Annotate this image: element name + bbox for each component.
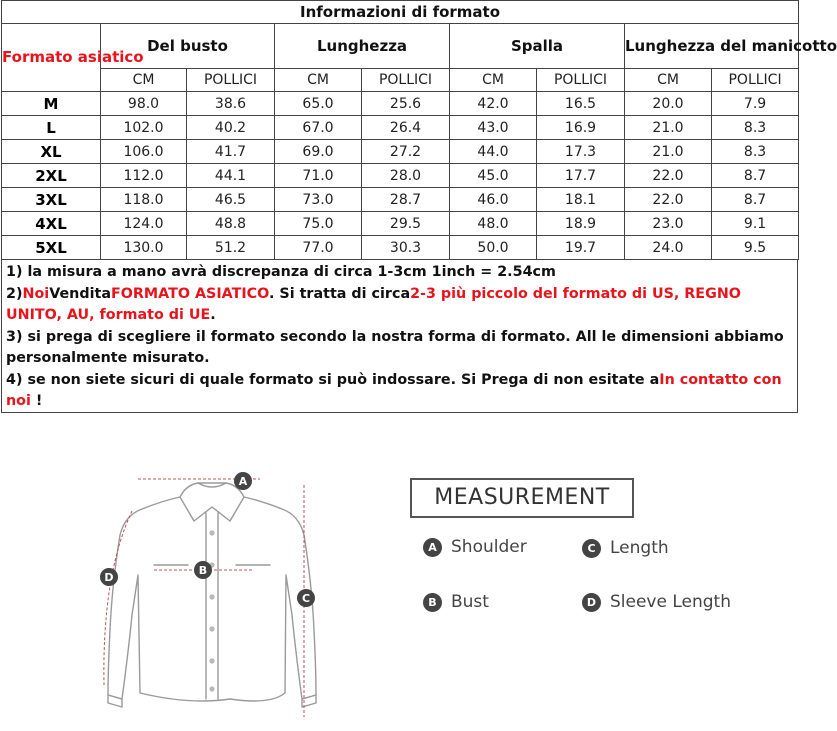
- value-cell: 73.0: [275, 188, 362, 212]
- legend-label: Sleeve Length: [610, 592, 731, 612]
- value-cell: 9.5: [712, 236, 799, 260]
- value-cell: 24.0: [625, 236, 712, 260]
- value-cell: 130.0: [101, 236, 187, 260]
- badge-d-icon: D: [582, 593, 601, 612]
- value-cell: 46.5: [187, 188, 275, 212]
- badge-c-icon: C: [582, 539, 601, 558]
- note-1: [6, 262, 793, 284]
- value-cell: 27.2: [362, 140, 450, 164]
- value-cell: 8.3: [712, 140, 799, 164]
- size-cell: M: [2, 92, 101, 116]
- size-chart: [1, 0, 837, 413]
- note-2-vendita: Vendita: [49, 285, 111, 302]
- value-cell: 118.0: [101, 188, 187, 212]
- note-2: [6, 284, 793, 327]
- legend-bust: [423, 592, 489, 612]
- value-cell: 50.0: [450, 236, 537, 260]
- value-cell: 16.5: [537, 92, 625, 116]
- table-title: Informazioni di formato: [2, 1, 799, 24]
- value-cell: 38.6: [187, 92, 275, 116]
- size-cell: 3XL: [2, 188, 101, 212]
- note-3-text: 3) si prega di scegliere il formato secondo la nostra forma di formato. All le dimensioni abbiamo personalmente misurato.: [6, 328, 784, 366]
- table-row: [2, 140, 799, 164]
- value-cell: 44.1: [187, 164, 275, 188]
- value-cell: 98.0: [101, 92, 187, 116]
- buttons: [209, 530, 214, 691]
- value-cell: 48.0: [450, 212, 537, 236]
- group-header-shoulder: Spalla: [450, 24, 625, 69]
- size-column-header: Formato asiatico: [2, 24, 101, 92]
- value-cell: 22.0: [625, 188, 712, 212]
- badge-b-icon: B: [423, 593, 442, 612]
- measurement-title: MEASUREMENT: [410, 478, 634, 518]
- note-1-text: 1) la misura a mano avrà discrepanza di circa 1-3cm 1inch = 2.54cm: [6, 264, 556, 280]
- marker-c: C: [301, 592, 311, 605]
- value-cell: 8.3: [712, 116, 799, 140]
- note-4-text: 4) se non siete sicuri di quale formato si può indossare. Si Prega di non esitate a: [6, 371, 660, 388]
- unit-header: CM: [101, 69, 187, 92]
- value-cell: 40.2: [187, 116, 275, 140]
- size-cell: L: [2, 116, 101, 140]
- value-cell: 25.6: [362, 92, 450, 116]
- value-cell: 41.7: [187, 140, 275, 164]
- legend-sleeve-length: [582, 592, 731, 612]
- legend-label: Length: [610, 538, 669, 558]
- legend-length: [582, 538, 669, 558]
- value-cell: 51.2: [187, 236, 275, 260]
- value-cell: 7.9: [712, 92, 799, 116]
- value-cell: 20.0: [625, 92, 712, 116]
- note-4: [6, 370, 793, 413]
- size-cell: 2XL: [2, 164, 101, 188]
- value-cell: 65.0: [275, 92, 362, 116]
- badge-a-icon: A: [423, 538, 442, 557]
- value-cell: 75.0: [275, 212, 362, 236]
- value-cell: 102.0: [101, 116, 187, 140]
- unit-header: CM: [450, 69, 537, 92]
- group-header-length: Lunghezza: [275, 24, 450, 69]
- value-cell: 17.3: [537, 140, 625, 164]
- value-cell: 17.7: [537, 164, 625, 188]
- note-2-number: 2): [6, 285, 23, 302]
- table-row: [2, 164, 799, 188]
- size-table: [1, 0, 837, 260]
- value-cell: 18.1: [537, 188, 625, 212]
- notes-box: [1, 260, 798, 413]
- value-cell: 48.8: [187, 212, 275, 236]
- unit-header: POLLICI: [537, 69, 625, 92]
- value-cell: 42.0: [450, 92, 537, 116]
- value-cell: 45.0: [450, 164, 537, 188]
- shirt-diagram: [80, 455, 370, 725]
- unit-header: POLLICI: [362, 69, 450, 92]
- marker-a: A: [238, 475, 248, 488]
- note-2-period: .: [210, 307, 216, 323]
- value-cell: 18.9: [537, 212, 625, 236]
- value-cell: 22.0: [625, 164, 712, 188]
- legend-label: Bust: [451, 592, 489, 612]
- value-cell: 30.3: [362, 236, 450, 260]
- value-cell: 28.7: [362, 188, 450, 212]
- size-cell: XL: [2, 140, 101, 164]
- note-2-asian-size: FORMATO ASIATICO: [110, 285, 270, 302]
- value-cell: 46.0: [450, 188, 537, 212]
- note-2-smaller: 2-3 più piccolo del formato di US, REGNO UNITO, AU, formato di UE: [6, 285, 741, 323]
- value-cell: 69.0: [275, 140, 362, 164]
- unit-header: CM: [625, 69, 712, 92]
- group-header-sleeve: Lunghezza del manicotto: [625, 24, 799, 69]
- value-cell: 23.0: [625, 212, 712, 236]
- table-row: [2, 116, 799, 140]
- note-4-contact: In contatto con noi: [6, 371, 782, 409]
- value-cell: 26.4: [362, 116, 450, 140]
- legend-label: Shoulder: [451, 537, 527, 557]
- note-2-text: . Si tratta di circa: [269, 285, 411, 302]
- size-cell: 4XL: [2, 212, 101, 236]
- value-cell: 44.0: [450, 140, 537, 164]
- value-cell: 67.0: [275, 116, 362, 140]
- note-2-noi: Noi: [22, 285, 50, 302]
- value-cell: 16.9: [537, 116, 625, 140]
- unit-header: CM: [275, 69, 362, 92]
- value-cell: 28.0: [362, 164, 450, 188]
- table-body: [2, 92, 799, 260]
- note-4-exclaim: !: [30, 393, 43, 409]
- group-header-bust: Del busto: [101, 24, 275, 69]
- note-3: [6, 327, 793, 370]
- value-cell: 8.7: [712, 164, 799, 188]
- value-cell: 112.0: [101, 164, 187, 188]
- legend-shoulder: [423, 537, 527, 557]
- unit-header: POLLICI: [712, 69, 799, 92]
- table-row: [2, 212, 799, 236]
- value-cell: 29.5: [362, 212, 450, 236]
- shirt-collar: [180, 483, 244, 521]
- marker-d: D: [104, 571, 114, 584]
- value-cell: 9.1: [712, 212, 799, 236]
- unit-header: POLLICI: [187, 69, 275, 92]
- value-cell: 71.0: [275, 164, 362, 188]
- table-row: [2, 236, 799, 260]
- value-cell: 21.0: [625, 140, 712, 164]
- size-cell: 5XL: [2, 236, 101, 260]
- value-cell: 8.7: [712, 188, 799, 212]
- table-row: [2, 188, 799, 212]
- value-cell: 77.0: [275, 236, 362, 260]
- value-cell: 106.0: [101, 140, 187, 164]
- value-cell: 43.0: [450, 116, 537, 140]
- marker-b: B: [198, 564, 208, 577]
- table-row: [2, 92, 799, 116]
- value-cell: 124.0: [101, 212, 187, 236]
- value-cell: 21.0: [625, 116, 712, 140]
- value-cell: 19.7: [537, 236, 625, 260]
- unit-row: [2, 69, 799, 92]
